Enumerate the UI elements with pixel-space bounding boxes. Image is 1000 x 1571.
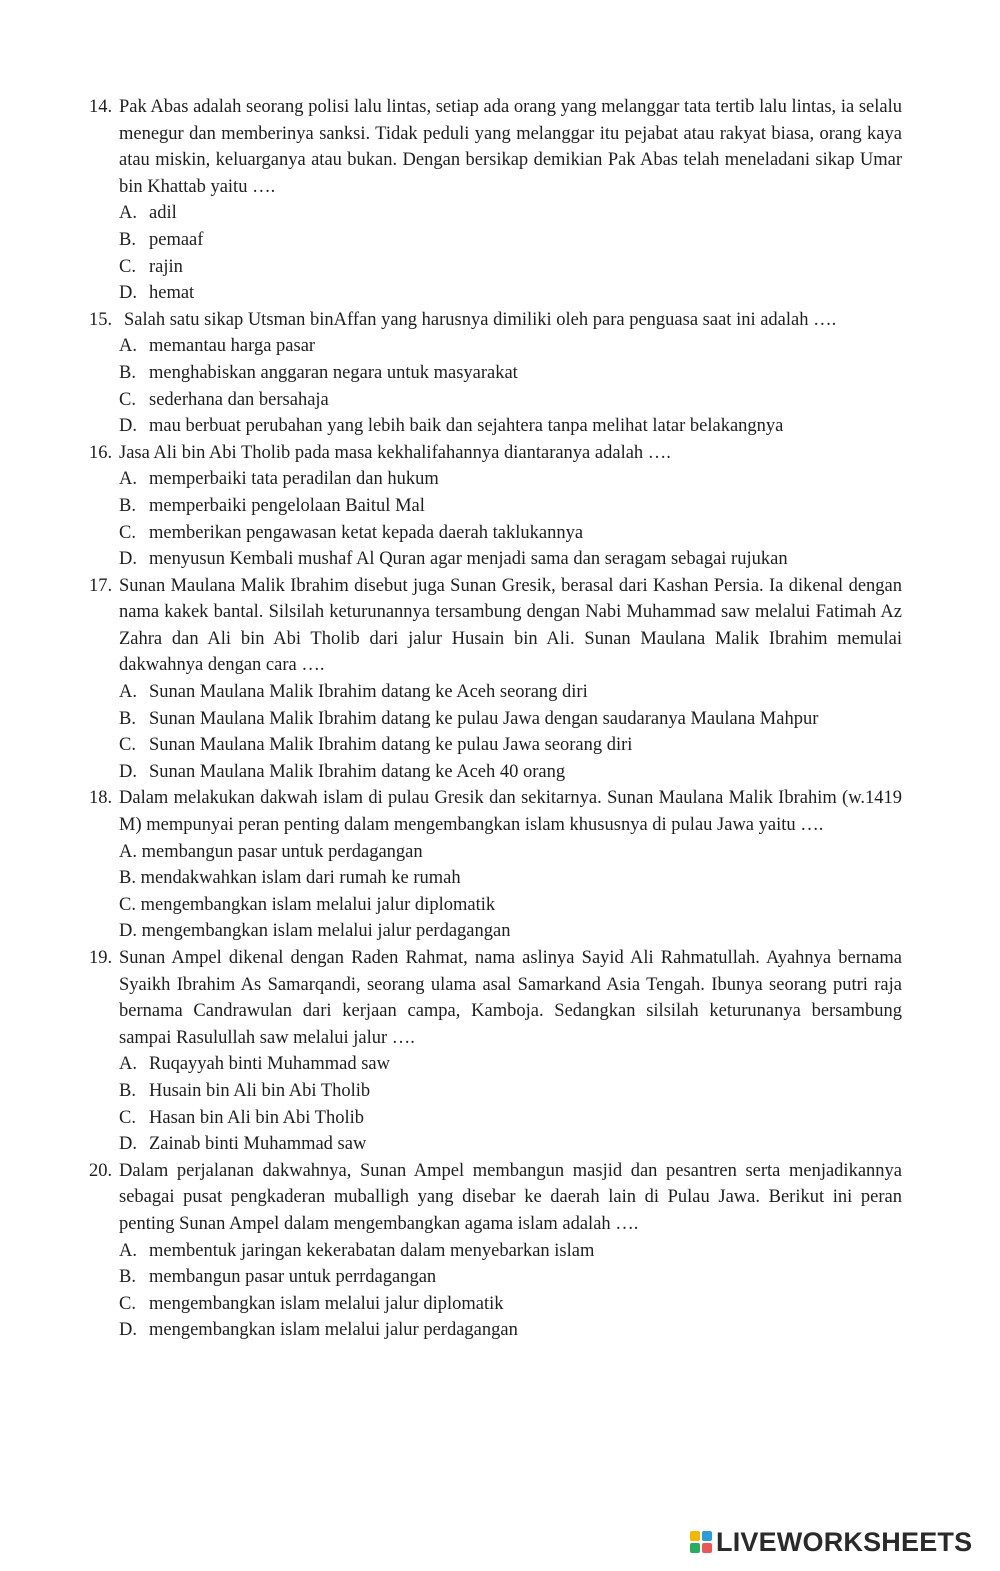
answer-options xyxy=(119,333,902,439)
answer-options xyxy=(119,1238,902,1344)
option-letter: A. xyxy=(119,841,137,862)
option-letter: C. xyxy=(119,1107,136,1128)
option-letter: B. xyxy=(119,495,136,516)
brand-name: LIVEWORKSHEETS xyxy=(716,1526,973,1557)
option-b[interactable] xyxy=(119,1264,902,1291)
option-b[interactable] xyxy=(119,865,902,892)
option-letter: B. xyxy=(119,229,136,250)
option-letter: B. xyxy=(119,708,136,729)
option-text: Sunan Maulana Malik Ibrahim datang ke pulau Jawa dengan saudaranya Maulana Mahpur xyxy=(149,708,819,729)
option-d[interactable] xyxy=(119,1317,902,1344)
option-letter: C. xyxy=(119,522,136,543)
option-text: memantau harga pasar xyxy=(149,336,316,357)
question-16 xyxy=(0,440,1000,573)
logo-cell-2 xyxy=(702,1531,712,1541)
question-text: Dalam melakukan dakwah islam di pulau Gresik dan sekitarnya. Sunan Maulana Malik Ibrahim (w.1419 M) mempunyai peran penting dalam mengembangkan islam khususnya di pulau Jawa yaitu …. xyxy=(119,788,902,836)
option-a[interactable] xyxy=(119,466,902,493)
option-text: adil xyxy=(149,203,177,224)
option-letter: A. xyxy=(119,1240,137,1261)
option-letter: D. xyxy=(119,549,137,570)
option-letter: A. xyxy=(119,336,137,357)
option-d[interactable] xyxy=(119,413,902,440)
option-letter: C. xyxy=(119,735,136,756)
question-number: 18. xyxy=(89,788,113,809)
option-b[interactable] xyxy=(119,493,902,520)
option-text: membangun pasar untuk perdagangan xyxy=(141,841,423,862)
option-c[interactable] xyxy=(119,732,902,759)
question-17 xyxy=(0,573,1000,786)
option-letter: A. xyxy=(119,1054,137,1075)
option-text: mengembangkan islam melalui jalur perdagangan xyxy=(141,921,511,942)
logo-cell-3 xyxy=(690,1543,700,1553)
answer-options xyxy=(119,466,902,572)
option-letter: D. xyxy=(119,761,137,782)
option-b[interactable] xyxy=(119,1078,902,1105)
option-c[interactable] xyxy=(119,892,902,919)
option-a[interactable] xyxy=(119,1238,902,1265)
option-text: pemaaf xyxy=(149,229,204,250)
option-text: menghabiskan anggaran negara untuk masyarakat xyxy=(149,362,518,383)
question-text: Pak Abas adalah seorang polisi lalu lintas, setiap ada orang yang melanggar tata tertib lalu lintas, ia selalu menegur dan memberinya sanksi. Tidak peduli yang melanggar itu pejabat atau rakyat biasa, orang kaya atau miskin, keluarganya atau bukan. Dengan bersikap demikian Pak Abas telah meneladani sikap Umar bin Khattab yaitu …. xyxy=(119,97,902,197)
question-number: 16. xyxy=(89,442,113,463)
question-14 xyxy=(0,94,1000,307)
option-letter: C. xyxy=(119,256,136,277)
question-20 xyxy=(0,1158,1000,1344)
option-text: memperbaiki pengelolaan Baitul Mal xyxy=(149,495,425,516)
option-text: membentuk jaringan kekerabatan dalam menyebarkan islam xyxy=(149,1240,595,1261)
option-b[interactable] xyxy=(119,706,902,733)
option-text: Zainab binti Muhammad saw xyxy=(149,1134,367,1155)
question-text: Sunan Ampel dikenal dengan Raden Rahmat, nama aslinya Sayid Ali Rahmatullah. Ayahnya bernama Syaikh Ibrahim As Samarqandi, seorang ulama asal Samarkand Asia Tengah. Ibunya seorang putri raja bernama Candrawulan dari kerjaan campa, Kamboja. Sedangkan silsilah keturunanya bersambung sampai Rasulullah saw melalui jalur …. xyxy=(119,948,902,1048)
option-text: hemat xyxy=(149,283,195,304)
option-text: memperbaiki tata peradilan dan hukum xyxy=(149,469,439,490)
option-letter: D. xyxy=(119,283,137,304)
option-text: Husain bin Ali bin Abi Tholib xyxy=(149,1080,371,1101)
question-text: Dalam perjalanan dakwahnya, Sunan Ampel membangun masjid dan pesantren serta menjadikannya sebagai pusat pengkaderan muballigh yang disebar ke daerah lain di Pulau Jawa. Berikut ini peran penting Sunan Ampel dalam mengembangkan agama islam adalah …. xyxy=(119,1160,902,1234)
option-letter: C. xyxy=(119,389,136,410)
option-letter: A. xyxy=(119,682,137,703)
answer-options xyxy=(119,839,902,945)
question-number: 15. xyxy=(89,309,113,330)
question-text: Jasa Ali bin Abi Tholib pada masa kekhalifahannya diantaranya adalah …. xyxy=(119,442,671,463)
option-letter: B. xyxy=(119,868,136,889)
option-b[interactable] xyxy=(119,227,902,254)
option-a[interactable] xyxy=(119,839,902,866)
option-d[interactable] xyxy=(119,759,902,786)
option-letter: A. xyxy=(119,203,137,224)
question-number: 17. xyxy=(89,575,113,596)
option-text: mengembangkan islam melalui jalur diplomatik xyxy=(149,1293,504,1314)
option-text: mau berbuat perubahan yang lebih baik dan sejahtera tanpa melihat latar belakangnya xyxy=(149,416,784,437)
question-18 xyxy=(0,785,1000,945)
option-text: Ruqayyah binti Muhammad saw xyxy=(149,1054,390,1075)
option-c[interactable] xyxy=(119,520,902,547)
option-letter: B. xyxy=(119,362,136,383)
option-a[interactable] xyxy=(119,679,902,706)
option-letter: B. xyxy=(119,1080,136,1101)
option-text: mengembangkan islam melalui jalur perdagangan xyxy=(149,1320,518,1341)
option-text: rajin xyxy=(149,256,183,277)
liveworksheets-logo-icon xyxy=(690,1531,712,1553)
option-d[interactable] xyxy=(119,546,902,573)
question-number: 14. xyxy=(89,97,113,117)
option-letter: B. xyxy=(119,1267,136,1288)
option-c[interactable] xyxy=(119,387,902,414)
option-letter: D. xyxy=(119,416,137,437)
question-number: 19. xyxy=(89,948,113,968)
option-c[interactable] xyxy=(119,254,902,281)
logo-cell-1 xyxy=(690,1531,700,1541)
option-text: mendakwahkan islam dari rumah ke rumah xyxy=(140,868,461,889)
question-number: 20. xyxy=(89,1160,113,1181)
liveworksheets-logo[interactable] xyxy=(690,1527,972,1557)
option-b[interactable] xyxy=(119,360,902,387)
option-c[interactable] xyxy=(119,1291,902,1318)
option-text: Sunan Maulana Malik Ibrahim datang ke Aceh 40 orang xyxy=(149,761,566,782)
answer-options xyxy=(119,679,902,785)
option-text: membangun pasar untuk perrdagangan xyxy=(149,1267,437,1288)
option-d[interactable] xyxy=(119,280,902,307)
option-text: Hasan bin Ali bin Abi Tholib xyxy=(149,1107,364,1128)
option-text: Sunan Maulana Malik Ibrahim datang ke pulau Jawa seorang diri xyxy=(149,735,633,756)
option-c[interactable] xyxy=(119,1105,902,1132)
option-a[interactable] xyxy=(119,200,902,227)
option-text: menyusun Kembali mushaf Al Quran agar menjadi sama dan seragam sebagai rujukan xyxy=(149,549,788,570)
option-a[interactable] xyxy=(119,1051,902,1078)
logo-cell-4 xyxy=(702,1543,712,1553)
question-15 xyxy=(0,307,1000,440)
option-letter: C. xyxy=(119,1293,136,1314)
answer-options xyxy=(119,1051,902,1157)
option-letter: A. xyxy=(119,469,137,490)
question-19 xyxy=(0,945,1000,1158)
option-text: mengembangkan islam melalui jalur diplomatik xyxy=(140,894,496,915)
option-d[interactable] xyxy=(119,918,902,945)
option-text: Sunan Maulana Malik Ibrahim datang ke Aceh seorang diri xyxy=(149,682,588,703)
answer-options xyxy=(119,200,902,306)
question-text: Salah satu sikap Utsman binAffan yang harusnya dimiliki oleh para penguasa saat ini adalah …. xyxy=(124,309,837,330)
option-text: sederhana dan bersahaja xyxy=(149,389,329,410)
option-letter: D. xyxy=(119,921,137,942)
option-text: memberikan pengawasan ketat kepada daerah taklukannya xyxy=(149,522,584,543)
question-text: Sunan Maulana Malik Ibrahim disebut juga Sunan Gresik, berasal dari Kashan Persia. Ia dikenal dengan nama kakek bantal. Silsilah keturunannya tersambung dengan Nabi Muhammad saw melalui Fatimah Az Zahra dan Ali bin Abi Tholib dari jalur Husain bin Ali. Sunan Maulana Malik Ibrahim memulai dakwahnya dengan cara …. xyxy=(119,575,902,676)
option-letter: C. xyxy=(119,894,136,915)
option-letter: D. xyxy=(119,1134,137,1155)
option-a[interactable] xyxy=(119,333,902,360)
option-letter: D. xyxy=(119,1320,137,1341)
worksheet-page xyxy=(0,94,1000,1344)
option-d[interactable] xyxy=(119,1131,902,1158)
